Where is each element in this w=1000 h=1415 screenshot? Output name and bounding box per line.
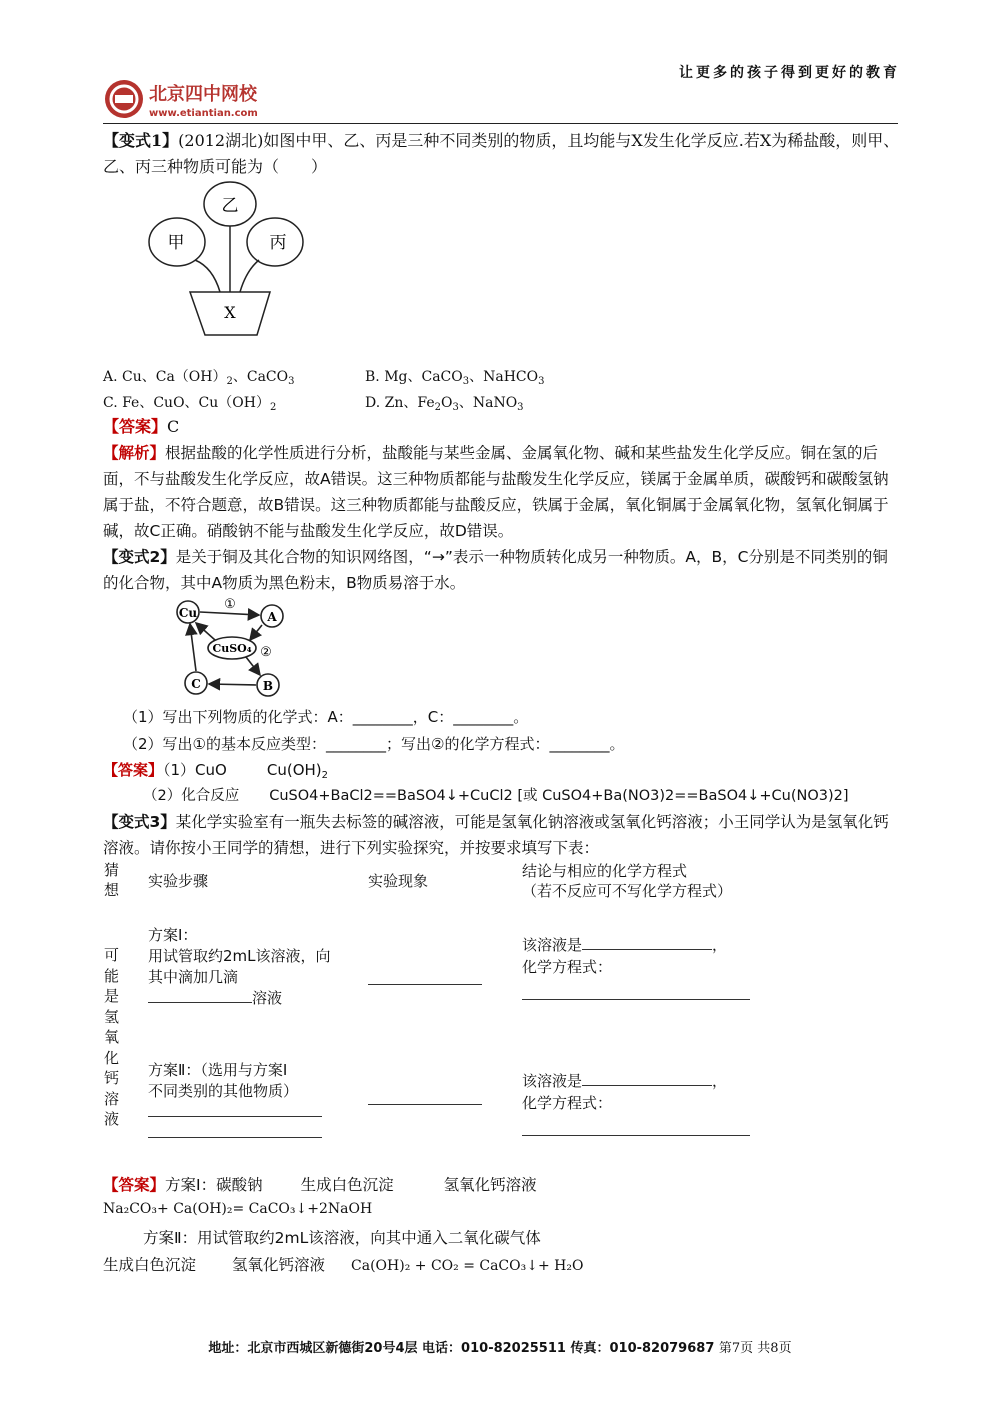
node-b: B [262, 679, 274, 693]
q3-answer-1: 【答案】方案Ⅰ：碳酸钠 生成白色沉淀 氢氧化钙溶液 [103, 1176, 537, 1194]
header-rule [103, 123, 898, 124]
plan2-phenomenon-blank[interactable] [368, 1090, 482, 1109]
col-header-conclusion: 结论与相应的化学方程式 [522, 862, 688, 880]
footer [0, 1337, 1000, 1356]
plan1-steps: 方案Ⅰ： 用试管取约2mL该溶液，向 其中滴加几滴 溶液 [148, 926, 331, 1007]
diagram-label-bing: 丙 [269, 233, 287, 253]
q2-sub2: （2）写出①的基本反应类型：________；写出②的化学方程式：________。 [123, 735, 625, 753]
option-a: A. Cu、$Ca(OH)_2$、CaCO$_3$ [103, 369, 295, 387]
q1-answer: 【答案】C [103, 417, 180, 436]
logo-name: 北京四中网校 [149, 84, 257, 105]
q2-network-diagram [170, 596, 290, 701]
q2-answer-2: （2）化合反应 CuSO4+BaCl2==BaSO4↓+CuCl2 [或 CuSO4+Ba(NO3)2==BaSO4↓+Cu(NO3)2] [143, 788, 849, 804]
diagram-label-x: X [224, 303, 236, 322]
option-c: C. Fe、CuO、$Cu(OH)_2$ [103, 395, 277, 413]
guess-vertical: 可能是氢氧化钙溶液 [104, 946, 120, 1128]
q3-answer-2: 方案Ⅱ：用试管取约2mL该溶液，向其中通入二氧化碳气体 [143, 1229, 541, 1247]
plan2-steps: 方案Ⅱ：（选用与方案Ⅰ 不同类别的其他物质） [148, 1060, 322, 1144]
col-header-steps: 实验步骤 [148, 872, 209, 890]
option-d: D. Zn、$Fe_2O_3$、NaNO$_3$ [365, 395, 524, 413]
q1-flower-diagram [145, 180, 305, 345]
q2-answer-1: 【答案】（1）CuO $Cu(OH)_2$ [103, 761, 329, 781]
q3-stem: 【变式3】某化学实验室有一瓶失去标签的碱溶液，可能是氢氧化钠溶液或氢氧化钙溶液；小王同学认为是氢氧化钙溶液。请你按小王同学的猜想，进行下列实验探究，并按要求填写下表： [103, 813, 889, 857]
footer-address: 地址：北京市西城区新德街20号4层 电话：010-82025511 传真：010-82079687 [208, 1341, 715, 1356]
node-c: C [191, 677, 201, 691]
option-b: B. Mg、CaCO$_3$、NaHCO$_3$ [365, 369, 545, 387]
plan1-conclusion: 该溶液是 ， 化学方程式： [522, 934, 750, 1006]
footer-page: 第7页 共8页 [718, 1341, 792, 1356]
arrow-label-2: ② [260, 645, 272, 660]
q3-answer-3: 生成白色沉淀 氢氧化钙溶液 Ca(OH)₂ + CO₂ = CaCO₃↓+ H₂O [103, 1256, 584, 1274]
node-a: A [267, 610, 277, 624]
q2-stem: 【变式2】是关于铜及其化合物的知识网络图，“→”表示一种物质转化成另一种物质。A，B，C分别是不同类别的铜的化合物，其中A物质为黑色粉末，B物质易溶于水。 [103, 548, 888, 592]
diagram-label-jia: 甲 [167, 233, 185, 253]
logo-emblem-icon [103, 78, 303, 122]
q1-stem: 【变式1】(2012湖北)如图中甲、乙、丙是三种不同类别的物质，且均能与X发生化学反应.若X为稀盐酸，则甲、乙、丙三种物质可能为（ ） [103, 131, 900, 176]
col-header-phenomenon: 实验现象 [368, 872, 429, 890]
node-cu: Cu [178, 606, 198, 620]
q3-answer-eq1: Na₂CO₃+ Ca(OH)₂= CaCO₃↓+2NaOH [103, 1201, 373, 1217]
logo [103, 78, 303, 126]
plan1-phenomenon-blank[interactable] [368, 970, 482, 989]
col-header-conclusion-note: （若不反应可不写化学方程式） [522, 882, 733, 900]
logo-url: www.etiantian.com [149, 108, 258, 119]
header-slogan: 让更多的孩子得到更好的教育 [679, 65, 900, 81]
diagram-label-yi: 乙 [221, 196, 239, 216]
node-cuso4: CuSO₄ [212, 642, 252, 655]
q2-sub1: （1）写出下列物质的化学式：A：________，C：________。 [123, 708, 529, 726]
q1-analysis: 【解析】根据盐酸的化学性质进行分析，盐酸能与某些金属、金属氧化物、碱和某些盐发生化学反应。铜在氢的后面，不与盐酸发生化学反应，故A错误。这三种物质都能与盐酸发生化学反应，镁属于金属单质，碳酸钙和碳酸氢钠属于盐，不符合题意，故B错误。这三种物质都能与盐酸反应，铁属于金属，氧化铜属于金属氧化物，氢氧化铜属于碱，故C正确。硝酸钠不能与盐酸发生化学反应，故D错误。 [103, 444, 889, 540]
plan2-conclusion: 该溶液是 ， 化学方程式： [522, 1070, 750, 1142]
arrow-label-1: ① [224, 597, 236, 612]
col-header-guess: 猜想 [104, 861, 120, 899]
